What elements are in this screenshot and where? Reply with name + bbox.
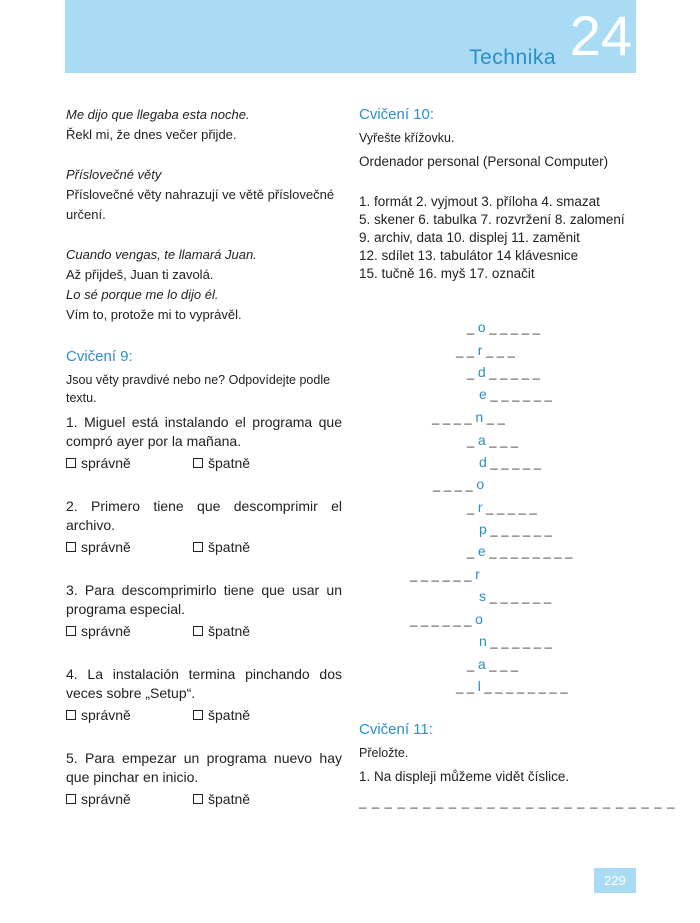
question-1 — [66, 413, 342, 473]
crossword-row[interactable]: _ _ _ _ o — [433, 476, 485, 492]
false-checkbox[interactable]: špatně — [193, 621, 320, 641]
true-checkbox[interactable]: správně — [66, 537, 193, 557]
crossword-row[interactable]: _ _ _ _ _ _ o — [410, 611, 483, 627]
exercise-10-title: Cvičení 10: — [359, 106, 435, 123]
true-checkbox[interactable]: správně — [66, 789, 193, 809]
checkbox-icon — [66, 626, 76, 636]
chapter-header — [65, 0, 636, 73]
exercise-11 — [359, 720, 676, 809]
example-cz: Až přijdeš, Juan ti zavolá. — [66, 267, 214, 282]
checkbox-icon — [66, 710, 76, 720]
false-checkbox[interactable]: špatně — [193, 789, 320, 809]
translate-sentence: 1. Na displeji můžeme vidět číslice. — [359, 769, 570, 784]
clue-line: 1. formát 2. vyjmout 3. příloha 4. smazat — [359, 194, 600, 209]
chapter-title: Technika — [469, 46, 556, 69]
crossword-row[interactable]: _ a _ _ _ — [467, 656, 519, 672]
example-cz: Vím to, protože mi to vyprávěl. — [66, 307, 242, 322]
answer-line[interactable]: _ _ _ _ _ _ _ _ _ _ _ _ _ _ _ _ _ _ _ _ _ _ _ _ _ — [359, 794, 676, 809]
crossword-row[interactable]: _ _ r _ _ _ — [456, 342, 515, 358]
crossword-row[interactable]: _ r _ _ _ _ _ — [467, 499, 537, 515]
crossword-row[interactable]: _ e _ _ _ _ _ _ _ _ — [467, 543, 573, 559]
example-es: Lo sé porque me lo dijo él. — [66, 287, 219, 302]
clue-line: 9. archiv, data 10. displej 11. zaměnit — [359, 230, 580, 245]
question-2 — [66, 497, 342, 557]
left-column — [66, 105, 342, 809]
page-number: 229 — [594, 868, 636, 893]
example-es: Cuando vengas, te llamará Juan. — [66, 247, 257, 262]
exercise-11-instruction: Přeložte. — [359, 746, 409, 760]
checkbox-icon — [193, 458, 203, 468]
question-text: 3. Para descomprimirlo tiene que usar un programa especial. — [66, 582, 342, 617]
crossword-row[interactable]: s _ _ _ _ _ _ — [479, 588, 552, 604]
question-text: 2. Primero tiene que descomprimir el archivo. — [66, 498, 342, 533]
example-cz: Řekl mi, že dnes večer přijde. — [66, 127, 237, 142]
true-checkbox[interactable]: správně — [66, 621, 193, 641]
checkbox-icon — [193, 542, 203, 552]
crossword-row[interactable]: _ o _ _ _ _ _ — [467, 319, 540, 335]
question-5 — [66, 749, 342, 809]
chapter-number: 24 — [569, 4, 632, 67]
exercise-11-title: Cvičení 11: — [359, 721, 433, 738]
crossword-row[interactable]: _ _ l _ _ _ _ _ _ _ _ — [456, 678, 568, 694]
exercise-10-instruction: Vyřešte křížovku. — [359, 131, 455, 145]
checkbox-icon — [66, 458, 76, 468]
question-3 — [66, 581, 342, 641]
crossword-row[interactable]: _ _ _ _ _ _ r — [410, 566, 480, 582]
checkbox-icon — [193, 626, 203, 636]
checkbox-icon — [66, 794, 76, 804]
crossword-row[interactable]: _ _ _ _ n _ _ — [432, 409, 505, 425]
clue-line: 5. skener 6. tabulka 7. rozvržení 8. zalomení — [359, 212, 625, 227]
crossword-row[interactable]: _ d _ _ _ _ _ — [467, 364, 540, 380]
exercise-9-instruction: Jsou věty pravdivé nebo ne? Odpovídejte podle textu. — [66, 373, 331, 405]
section-text: Příslovečné věty nahrazují ve větě příslovečné určení. — [66, 187, 335, 222]
question-text: 5. Para empezar un programa nuevo hay que pinchar en inicio. — [66, 750, 342, 785]
question-text: 4. La instalación termina pinchando dos veces sobre „Setup“. — [66, 666, 342, 701]
question-4 — [66, 665, 342, 725]
example-es: Me dijo que llegaba esta noche. — [66, 107, 250, 122]
clue-line: 15. tučně 16. myš 17. označit — [359, 266, 535, 281]
checkbox-icon — [66, 542, 76, 552]
crossword-row[interactable]: p _ _ _ _ _ _ — [479, 521, 552, 537]
crossword-row[interactable]: _ a _ _ _ — [467, 432, 519, 448]
crossword-row[interactable]: e _ _ _ _ _ _ — [479, 386, 552, 402]
crossword-row[interactable]: d _ _ _ _ _ — [479, 454, 542, 470]
true-checkbox[interactable]: správně — [66, 453, 193, 473]
checkbox-icon — [193, 794, 203, 804]
crossword-row[interactable]: n _ _ _ _ _ _ — [479, 633, 552, 649]
false-checkbox[interactable]: špatně — [193, 537, 320, 557]
checkbox-icon — [193, 710, 203, 720]
question-text: 1. Miguel está instalando el programa que compró ayer por la mañana. — [66, 414, 342, 449]
false-checkbox[interactable]: špatně — [193, 705, 320, 725]
false-checkbox[interactable]: špatně — [193, 453, 320, 473]
section-heading: Příslovečné věty — [66, 167, 162, 182]
solution-hint: Ordenador personal (Personal Computer) — [359, 154, 609, 169]
exercise-9-title: Cvičení 9: — [66, 348, 133, 365]
right-column — [359, 105, 635, 283]
clue-line: 12. sdílet 13. tabulátor 14 klávesnice — [359, 248, 579, 263]
true-checkbox[interactable]: správně — [66, 705, 193, 725]
